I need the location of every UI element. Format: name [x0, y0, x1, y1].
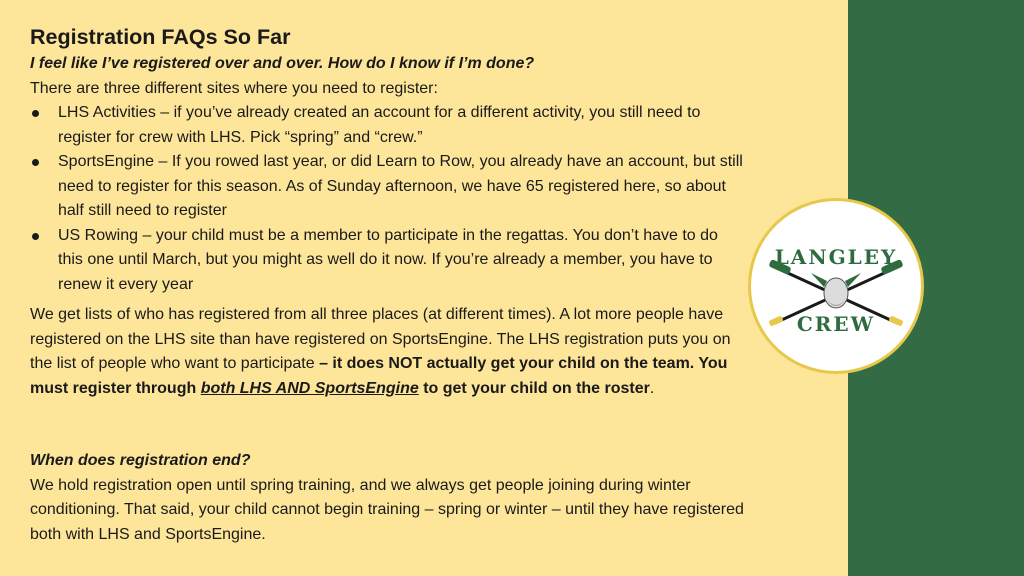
para-end: . — [649, 379, 655, 397]
slide-content — [30, 24, 745, 547]
registration-lists-paragraph — [30, 303, 745, 401]
logo-text-crew: CREW — [796, 312, 876, 336]
faq1-intro: There are three different sites where you need to register: — [30, 79, 438, 97]
faq2-answer: We hold registration open until spring training, and we always get people joining during winter conditioning. That said, your child cannot begin training – spring or winter – until they have registered both with LHS and SportsEngine. — [30, 476, 744, 543]
faq1-question: I feel like I’ve registered over and over. How do I know if I’m done? — [30, 55, 535, 72]
viking-oars-icon — [751, 201, 921, 371]
langley-crew-logo — [748, 198, 924, 374]
para-bold-emphasis: both LHS AND SportsEngine — [200, 379, 419, 397]
list-item-sportsengine: SportsEngine – If you rowed last year, or did Learn to Row, you already have an account, but still need to register for this season. As of Sunday afternoon, we have 65 registered here, so about half still need to register — [30, 150, 745, 224]
list-item-lhs-activities: LHS Activities – if you’ve already created an account for a different activity, you still need to register for crew with LHS. Pick “spring” and “crew.” — [30, 101, 745, 150]
faq2-question: When does registration end? — [30, 452, 251, 469]
logo-text-langley: LANGLEY — [774, 245, 898, 269]
para-bold-text-1: – it does NOT actually get your child on the team. You must register through — [30, 355, 728, 397]
para-plain-text: We get lists of who has registered from all three places (at different times). A lot more people have registered on the LHS site than have registered on SportsEngine. The LHS registration puts you on the list of people who want to participate — [30, 306, 731, 372]
registration-sites-list — [30, 101, 745, 297]
slide-title: Registration FAQs So Far — [30, 25, 291, 49]
list-item-us-rowing: US Rowing – your child must be a member to participate in the regattas. You don’t have to do this one until March, but you might as well do it now. If you’re already a member, you have to renew it every year — [30, 224, 745, 298]
para-bold-text-2: to get your child on the roster — [418, 379, 650, 397]
